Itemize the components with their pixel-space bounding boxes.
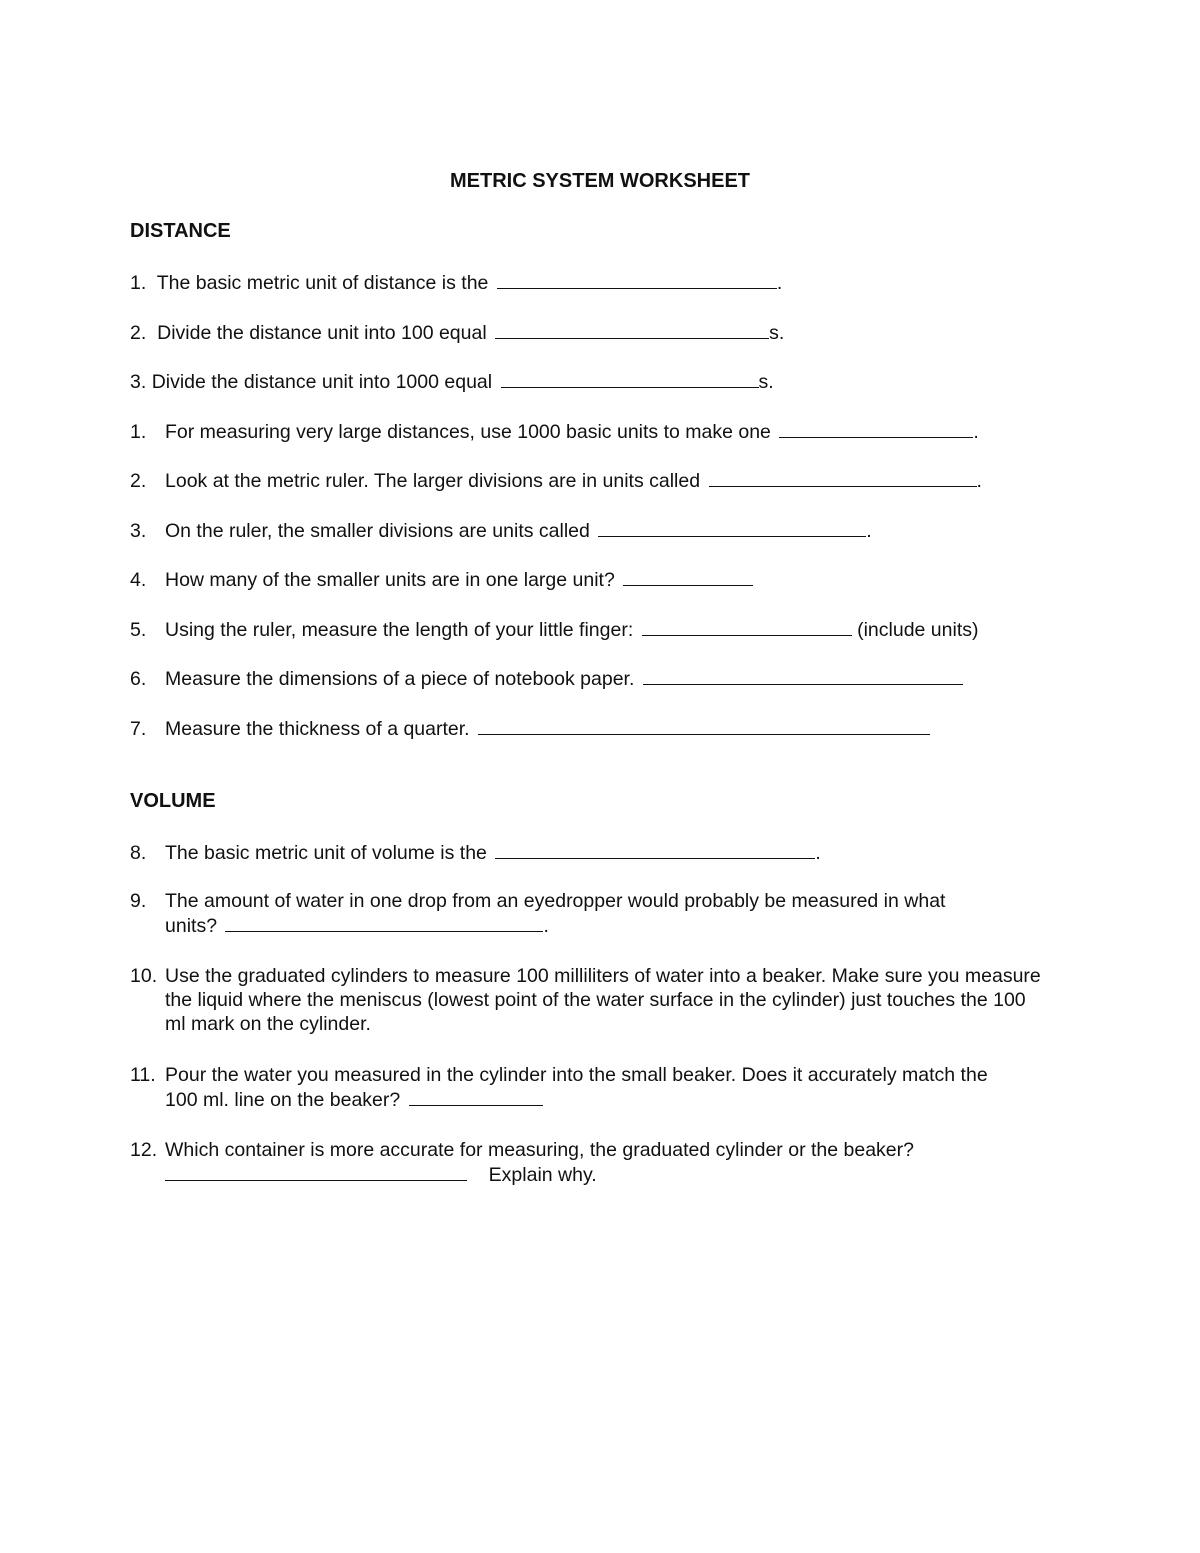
question-text: On the ruler, the smaller divisions are units called xyxy=(165,520,590,542)
question-text: The basic metric unit of distance is the xyxy=(156,272,489,294)
question-7-quarter-thickness xyxy=(130,716,1090,741)
page-title: METRIC SYSTEM WORKSHEET xyxy=(449,170,750,192)
question-3-smaller-divisions xyxy=(130,518,1090,543)
question-number: 1. xyxy=(130,272,147,294)
question-suffix: . xyxy=(543,915,549,937)
question-9-eyedropper xyxy=(130,889,1090,938)
question-text: Using the ruler, measure the length of your little finger: xyxy=(165,619,634,641)
question-number: 11. xyxy=(130,1064,156,1086)
answer-blank[interactable] xyxy=(709,468,977,487)
question-number: 5. xyxy=(130,619,147,641)
question-text: Pour the water you measured in the cylinder into the small beaker. Does it accurately match the xyxy=(165,1064,988,1086)
question-suffix: . xyxy=(973,421,979,443)
question-text: Use the graduated cylinders to measure 100 milliliters of water into a beaker. Make sure you measure the liquid where the meniscus (lowest point of the water surface in the cylinder) just touches the 100 ml mark on the cylinder. xyxy=(165,965,1041,1035)
question-text-continued: 100 ml. line on the beaker? xyxy=(165,1089,401,1111)
answer-blank[interactable] xyxy=(495,320,769,339)
question-8-volume-unit xyxy=(130,840,1090,865)
question-number: 12. xyxy=(130,1139,158,1161)
answer-blank[interactable] xyxy=(623,567,753,586)
question-10-graduated-cylinder xyxy=(130,964,1050,1036)
question-6-paper-dimensions xyxy=(130,666,1090,691)
question-number: 6. xyxy=(130,668,147,690)
question-2-larger-divisions xyxy=(130,468,1090,493)
question-suffix: Explain why. xyxy=(488,1164,597,1186)
question-3-thousandths xyxy=(130,369,1090,394)
answer-blank[interactable] xyxy=(409,1087,543,1106)
answer-blank[interactable] xyxy=(501,369,759,388)
question-1-large-distances xyxy=(130,419,1090,444)
question-number: 3. xyxy=(130,371,147,393)
question-text: The amount of water in one drop from an eyedropper would probably be measured in what xyxy=(165,890,946,912)
question-1-distance-unit xyxy=(130,270,1090,295)
question-number: 8. xyxy=(130,842,147,864)
question-suffix: (include units) xyxy=(857,619,979,641)
answer-blank[interactable] xyxy=(495,840,815,859)
answer-blank[interactable] xyxy=(642,617,852,636)
question-text: For measuring very large distances, use 1000 basic units to make one xyxy=(165,421,771,443)
answer-blank[interactable] xyxy=(497,270,777,289)
question-suffix: s. xyxy=(769,322,785,344)
question-number: 1. xyxy=(130,421,147,443)
answer-blank[interactable] xyxy=(598,518,866,537)
question-number: 3. xyxy=(130,520,147,542)
question-11-beaker-match xyxy=(130,1063,1090,1112)
question-text: The basic metric unit of volume is the xyxy=(165,842,487,864)
answer-blank[interactable] xyxy=(478,716,930,735)
question-text: Divide the distance unit into 1000 equal xyxy=(151,371,493,393)
question-suffix: . xyxy=(866,520,872,542)
question-number: 4. xyxy=(130,569,147,591)
question-4-units-count xyxy=(130,567,1090,592)
question-number: 9. xyxy=(130,890,147,912)
section-heading-volume: VOLUME xyxy=(130,790,216,812)
answer-blank[interactable] xyxy=(779,419,973,438)
question-number: 7. xyxy=(130,718,147,740)
question-text: Measure the thickness of a quarter. xyxy=(165,718,470,740)
question-number: 10. xyxy=(130,965,158,987)
question-text: Divide the distance unit into 100 equal xyxy=(157,322,487,344)
question-text: Look at the metric ruler. The larger divisions are in units called xyxy=(165,470,701,492)
question-2-hundredths xyxy=(130,320,1090,345)
question-suffix: s. xyxy=(758,371,774,393)
question-text: How many of the smaller units are in one large unit? xyxy=(165,569,615,591)
question-text: Which container is more accurate for measuring, the graduated cylinder or the beaker? xyxy=(165,1139,914,1161)
question-suffix: . xyxy=(815,842,821,864)
question-12-more-accurate xyxy=(130,1138,1090,1187)
answer-blank[interactable] xyxy=(643,666,963,685)
answer-blank[interactable] xyxy=(225,913,543,932)
question-text-continued: units? xyxy=(165,915,218,937)
question-suffix: . xyxy=(776,272,783,294)
question-suffix: . xyxy=(976,470,982,492)
question-text: Measure the dimensions of a piece of notebook paper. xyxy=(165,668,635,690)
answer-blank[interactable] xyxy=(165,1162,467,1181)
question-number: 2. xyxy=(130,322,147,344)
question-number: 2. xyxy=(130,470,147,492)
section-heading-distance: DISTANCE xyxy=(130,220,231,242)
question-5-finger-length xyxy=(130,617,1090,642)
